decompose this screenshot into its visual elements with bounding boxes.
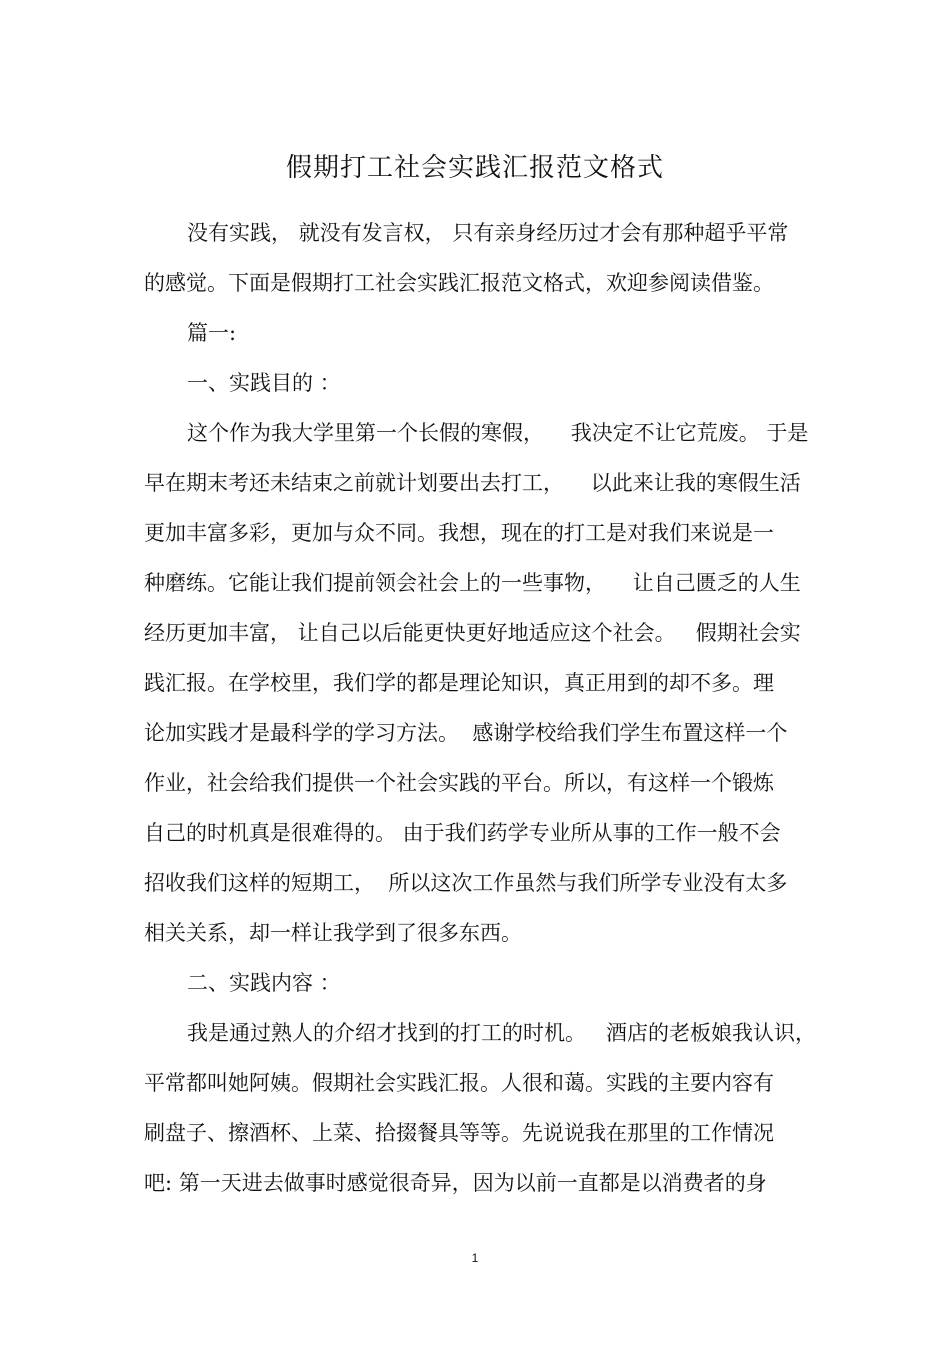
paragraph-line: 相关关系，却一样让我学到了很多东西。 — [144, 921, 522, 945]
section-label: 篇一: — [187, 321, 237, 345]
paragraph-line: 作业，社会给我们提供一个社会实践的平台。所以，有这样一个锻炼 — [144, 771, 774, 795]
paragraph-line: 种磨练。它能让我们提前领会社会上的一些事物， 让自己匮乏的人生 — [144, 571, 801, 595]
paragraph-line: 招收我们这样的短期工， 所以这次工作虽然与我们所学专业没有太多 — [144, 871, 788, 895]
paragraph-line: 没有实践， 就没有发言权， 只有亲身经历过才会有那种超乎平常 — [187, 221, 789, 245]
paragraph-line: 的感觉。下面是假期打工社会实践汇报范文格式，欢迎参阅读借鉴。 — [144, 271, 774, 295]
document-title: 假期打工社会实践汇报范文格式 — [285, 153, 664, 183]
paragraph-line: 论加实践才是最科学的学习方法。 感谢学校给我们学生布置这样一个 — [144, 721, 788, 745]
section-heading: 一、实践目的 ： — [187, 371, 341, 395]
paragraph-line: 我是通过熟人的介绍才找到的打工的时机。 酒店的老板娘我认识， — [187, 1021, 817, 1045]
section-heading: 二、实践内容 ： — [187, 971, 341, 995]
paragraph-line: 吧: 第一天进去做事时感觉很奇异，因为以前一直都是以消费者的身 — [144, 1171, 767, 1195]
paragraph-line: 早在期末考还未结束之前就计划要出去打工， 以此来让我的寒假生活 — [144, 471, 801, 495]
paragraph-line: 刷盘子、擦酒杯、上菜、拾掇餐具等等。先说说我在那里的工作情况 — [144, 1121, 774, 1145]
paragraph-line: 这个作为我大学里第一个长假的寒假， 我决定不让它荒废。 于是 — [187, 421, 809, 445]
page-number: 1 — [471, 1251, 479, 1265]
paragraph-line: 更加丰富多彩，更加与众不同。我想，现在的打工是对我们来说是一 — [144, 521, 774, 545]
paragraph-line: 践汇报。在学校里，我们学的都是理论知识，真正用到的却不多。理 — [144, 671, 774, 695]
paragraph-line: 经历更加丰富， 让自己以后能更快更好地适应这个社会。 假期社会实 — [144, 621, 801, 645]
paragraph-line: 自己的时机真是很难得的。 由于我们药学专业所从事的工作一般不会 — [144, 821, 781, 845]
paragraph-line: 平常都叫她阿姨。假期社会实践汇报。人很和蔼。实践的主要内容有 — [144, 1071, 774, 1095]
